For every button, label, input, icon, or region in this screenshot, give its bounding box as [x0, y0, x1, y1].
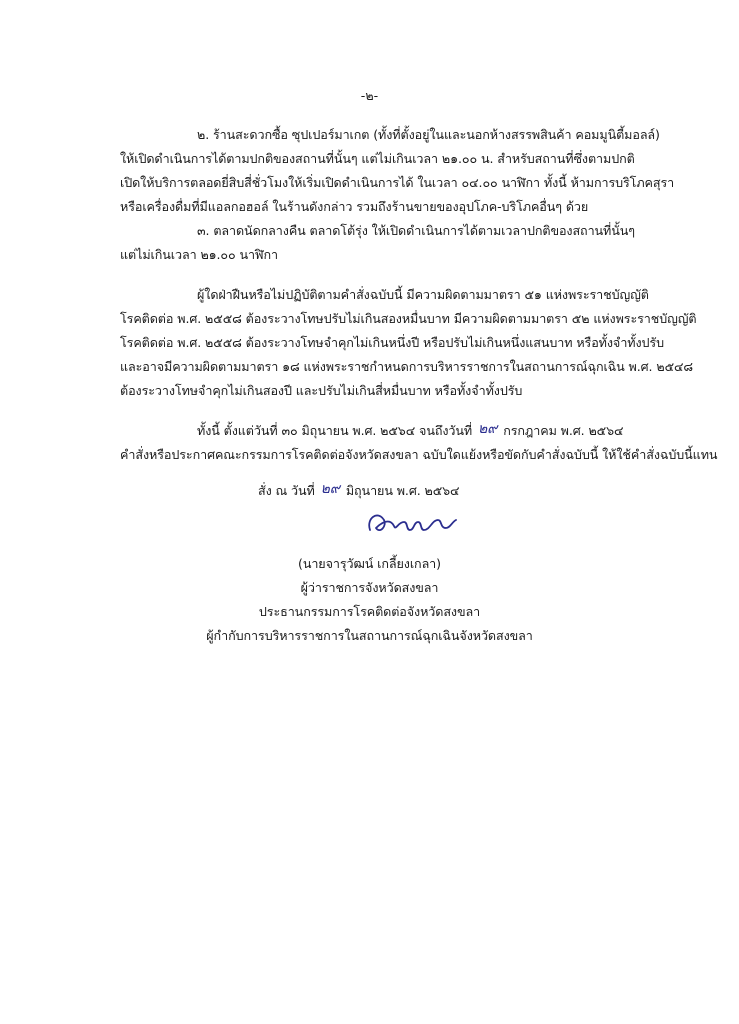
page-number: -๒-	[360, 88, 379, 103]
issued-part2: มิถุนายน พ.ศ. ๒๕๖๔	[345, 483, 460, 498]
signatory-title-3: ผู้กำกับการบริหารราชการในสถานการณ์ฉุกเฉินจังหวัดสงขลา	[206, 628, 533, 643]
issued-part1: สั่ง ณ วันที่	[258, 483, 315, 498]
signature-image	[360, 500, 470, 545]
penalty-line4: และอาจมีความผิดตามมาตรา ๑๘ แห่งพระราชกำหนดการบริหารราชการในสถานการณ์ฉุกเฉิน พ.ศ. ๒๕๔๘	[120, 359, 694, 374]
effective-part1: ทั้งนี้ ตั้งแต่วันที่ ๓๐ มิถุนายน พ.ศ. ๒๕๖๔ จนถึงวันที่	[197, 423, 473, 438]
effective-line1	[197, 422, 623, 440]
signatory-title-1: ผู้ว่าราชการจังหวัดสงขลา	[300, 580, 439, 595]
signatory-name: (นายจารุวัฒน์ เกลี้ยงเกลา)	[298, 556, 441, 571]
item2-line3: เปิดให้บริการตลอดยี่สิบสี่ชั่วโมงให้เริ่มเปิดดำเนินการได้ ในเวลา ๐๔.๐๐ นาฬิกา ทั้งนี้ ห้ามการบริโภคสุรา	[120, 175, 675, 190]
penalty-line2: โรคติดต่อ พ.ศ. ๒๕๕๘ ต้องระวางโทษปรับไม่เกินสองหมื่นบาท มีความผิดตามมาตรา ๕๒ แห่งพระราชบัญญัติ	[120, 311, 697, 326]
item2-line1: ๒. ร้านสะดวกซื้อ ซุปเปอร์มาเกต (ทั้งที่ตั้งอยู่ในและนอกห้างสรรพสินค้า คอมมูนิตี้มอลล์)	[197, 127, 660, 142]
item2-line2: ให้เปิดดำเนินการได้ตามปกติของสถานที่นั้นๆ แต่ไม่เกินเวลา ๒๑.๐๐ น. สำหรับสถานที่ซึ่งตามปกติ	[120, 151, 635, 166]
item3-line2: แต่ไม่เกินเวลา ๒๑.๐๐ นาฬิกา	[120, 247, 278, 262]
item3-line1: ๓. ตลาดนัดกลางคืน ตลาดโต้รุ่ง ให้เปิดดำเนินการได้ตามเวลาปกติของสถานที่นั้นๆ	[197, 223, 635, 238]
penalty-line5: ต้องระวางโทษจำคุกไม่เกินสองปี และปรับไม่เกินสี่หมื่นบาท หรือทั้งจำทั้งปรับ	[120, 383, 523, 398]
effective-line2: คำสั่งหรือประกาศคณะกรรมการโรคติดต่อจังหวัดสงขลา ฉบับใดแย้งหรือขัดกับคำสั่งฉบับนี้ ให้ใช้คำสั่งฉบับนี้แทน	[120, 447, 718, 462]
handwritten-end-day: ๒๙	[478, 421, 498, 437]
effective-part2: กรกฎาคม พ.ศ. ๒๕๖๔	[503, 423, 624, 438]
issued-line	[258, 482, 460, 500]
handwritten-issue-day: ๒๙	[320, 481, 340, 497]
penalty-line1: ผู้ใดฝ่าฝืนหรือไม่ปฏิบัติตามคำสั่งฉบับนี้ มีความผิดตามมาตรา ๕๑ แห่งพระราชบัญญัติ	[197, 287, 649, 302]
penalty-line3: โรคติดต่อ พ.ศ. ๒๕๕๘ ต้องระวางโทษจำคุกไม่เกินหนึ่งปี หรือปรับไม่เกินหนึ่งแสนบาท หรือทั้งจำทั้งปรับ	[120, 335, 664, 350]
signatory-title-2: ประธานกรรมการโรคติดต่อจังหวัดสงขลา	[258, 604, 481, 619]
item2-line4: หรือเครื่องดื่มที่มีแอลกอฮอล์ ในร้านดังกล่าว รวมถึงร้านขายของอุปโภค-บริโภคอื่นๆ ด้วย	[120, 199, 589, 214]
